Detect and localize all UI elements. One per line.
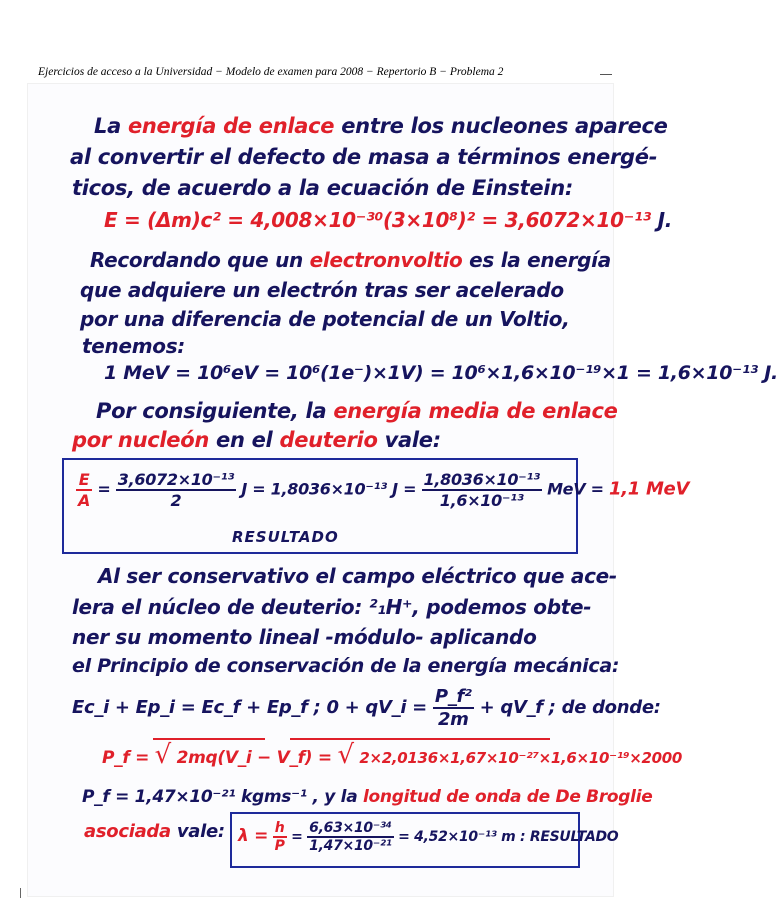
p3-l2b: en el [216,428,273,452]
p1-line3: ticos, de acuerdo a la ecuación de Einstein: [72,176,573,200]
p2-line2: que adquiere un electrón tras ser acelerado [80,278,564,302]
sqrt-sign-1: √ [154,740,171,770]
p5-line1 [82,787,652,807]
result2-lambda: λ = [238,826,269,846]
frac1-num: 3,6072×10⁻¹³ [117,470,235,489]
eq3-b: + qV_f ; de donde: [479,697,661,718]
frac-joule-to-mev [422,470,542,510]
p3-line1 [96,399,618,423]
frac-p: P [274,838,285,854]
frac-a: A [78,491,91,510]
p2-l1c: es la energía [469,248,611,272]
result1-label: RESULTADO [232,528,339,546]
eq4-inner2: 2×2,0136×1,67×10⁻²⁷×1,6×10⁻¹⁹×2000 [359,749,683,767]
p1-line2: al convertir el defecto de masa a términos energé- [70,145,658,169]
p4-line4: el Principio de conservación de la energía mecánica: [72,655,620,677]
p2-l1a: Recordando que un [90,248,303,272]
frac-h: h [273,820,287,838]
p3-l2a-red: por nucleón [72,428,209,452]
eq1-rhs: 3,6072×10⁻¹³ [504,208,651,232]
document-header: Ejercicios de acceso a la Universidad − Modelo de examen para 2008 − Repertorio B − Problema 2 [38,66,504,78]
result2-expression [238,820,618,854]
mev-equation: 1 MeV = 10⁶eV = 10⁶(1e⁻)×1V) = 10⁶×1,6×10⁻¹⁹×1 = 1,6×10⁻¹³ J. [104,362,778,384]
p5-l2b: vale: [176,821,225,842]
frac-pf2: P_f² [434,686,472,707]
result1-tail: MeV = [547,479,604,499]
result2-num: 6,63×10⁻³⁴ [309,820,392,836]
page-edge-mark [20,888,21,898]
p5-l1a: P_f = 1,47×10⁻²¹ kgms⁻¹ , y la [82,787,358,807]
p5-l2a-red: asociada [84,821,171,842]
frac-2m: 2m [437,709,469,730]
eq1-unit: J. [657,208,673,232]
p2-line4: tenemos: [82,334,186,358]
p3-line2 [72,428,441,452]
frac1-den: 2 [170,491,182,510]
frac-pf2-over-2m [433,686,474,730]
p2-line1 [90,248,611,272]
result1-value: 1,1 MeV [608,478,690,500]
einstein-equation [104,208,672,232]
p5-line2 [84,821,225,842]
result1-expression [76,470,689,510]
eq4-eq: = [317,748,332,768]
result2-den: 1,47×10⁻²¹ [309,838,392,854]
eq1-lhs: E = (Δm)c² = 4,008×10⁻³⁰(3×10⁸)² = [104,208,498,232]
p4-line1: Al ser conservativo el campo eléctrico que ace- [98,564,617,588]
sqrt-bar-2 [290,738,550,740]
frac-energy-over-two [116,470,236,510]
energy-conservation-equation [72,686,661,730]
frac-planck-over-momentum [307,820,393,854]
p1-l1c: entre los nucleones aparece [341,114,668,138]
p4-line2: lera el núcleo de deuterio: ²₁H⁺, podemos obte- [72,595,592,619]
frac2-num: 1,8036×10⁻¹³ [423,470,540,489]
frac-e-over-a [76,470,92,510]
p5-l1b-red: longitud de onda de De Broglie [363,787,653,807]
p1-l1a: La [94,114,121,138]
result2-value: = 4,52×10⁻¹³ m : RESULTADO [398,829,619,845]
result1-eq: = [97,479,111,499]
result1-mid: J = 1,8036×10⁻¹³ J = [241,479,417,499]
p3-l2c-red: deuterio [279,428,378,452]
p3-l1a: Por consiguiente, la [96,399,327,423]
header-rule [600,74,612,75]
momentum-equation [102,740,682,770]
p2-l1b-red: electronvoltio [309,248,463,272]
p4-line3: ner su momento lineal -módulo- aplicando [72,625,537,649]
p1-line1 [94,114,668,138]
sqrt-sign-2: √ [337,740,354,770]
eq4-lhs: P_f = [102,748,150,768]
p3-l1b-red: energía media de enlace [333,399,618,423]
result2-eq: = [291,829,303,845]
p3-l2d: vale: [384,428,441,452]
p1-l1b-red: energía de enlace [127,114,335,138]
eq4-inner1: 2mq(V_i − V_f) [176,748,313,768]
p2-line3: por una diferencia de potencial de un Voltio, [80,307,570,331]
frac-h-over-p [273,820,287,854]
frac-e: E [76,470,92,491]
eq3-a: Ec_i + Ep_i = Ec_f + Ep_f ; 0 + qV_i = [72,697,427,718]
frac2-den: 1,6×10⁻¹³ [439,491,524,510]
sqrt-bar-1 [153,738,265,740]
